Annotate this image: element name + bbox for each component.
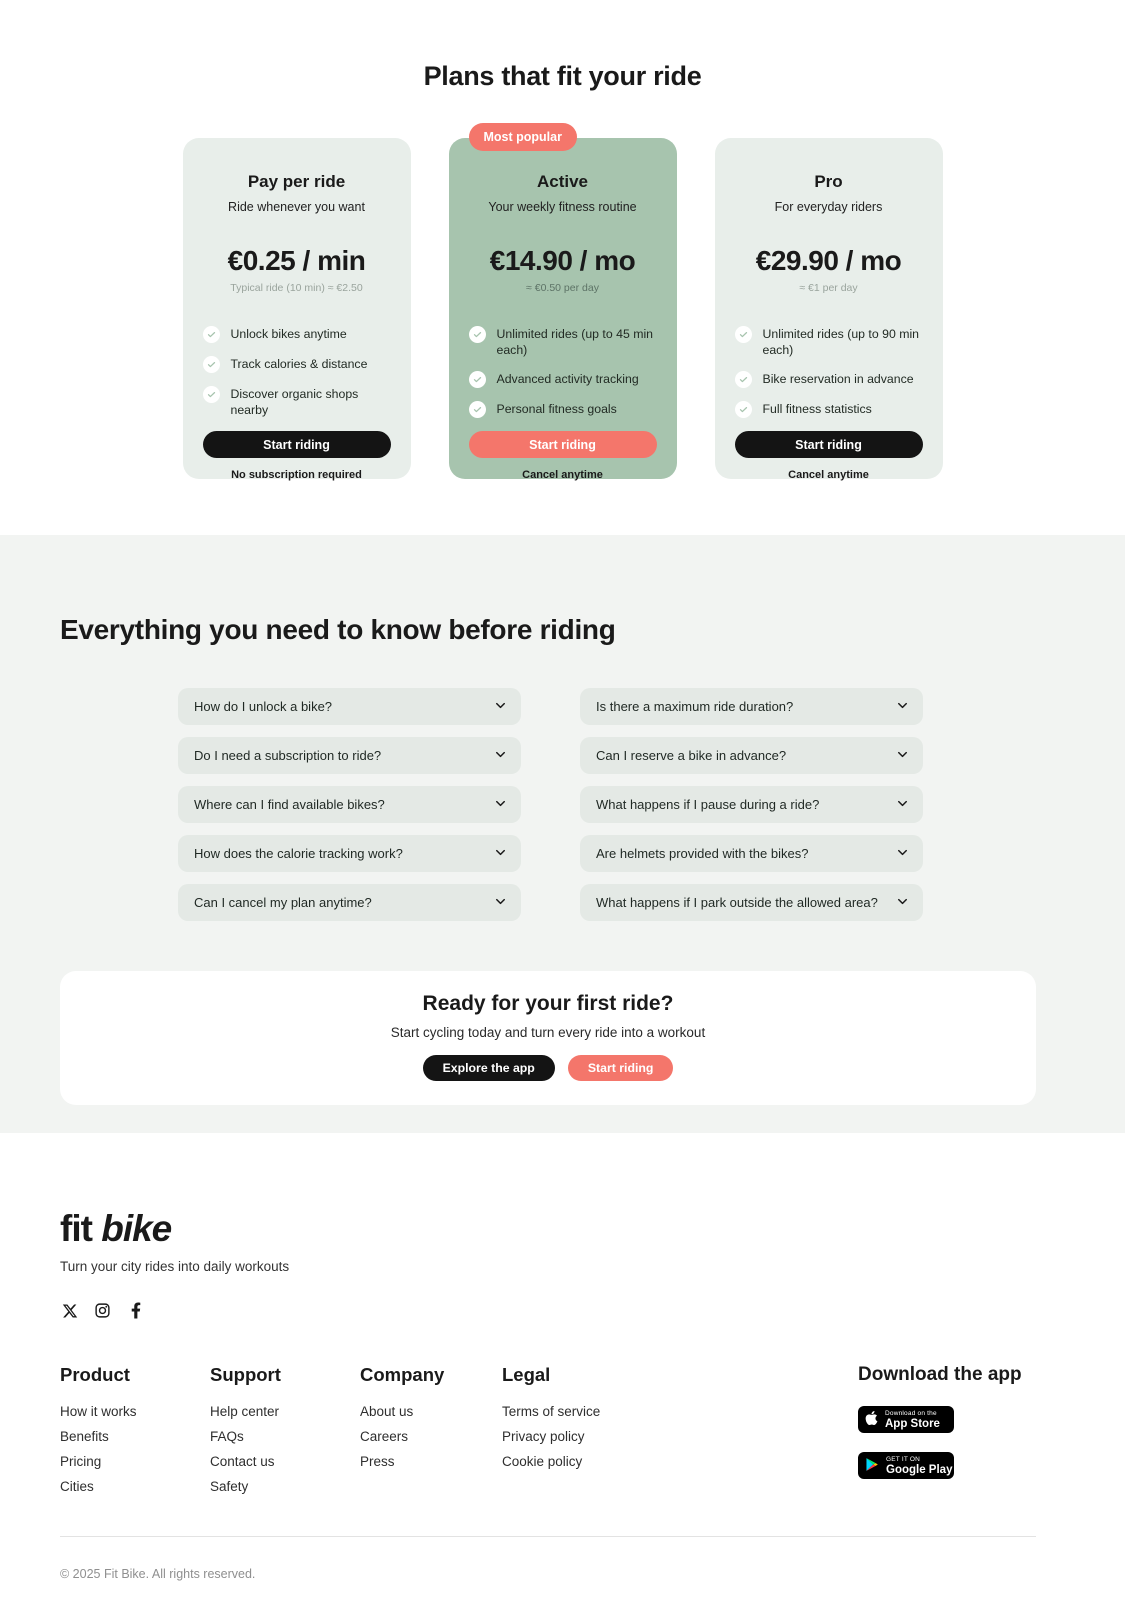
chevron-down-icon (895, 698, 910, 716)
chevron-down-icon (493, 894, 508, 912)
start-riding-button[interactable]: Start riding (735, 431, 923, 458)
check-icon (735, 326, 752, 343)
cta-card (60, 971, 1036, 1105)
feature-item (735, 371, 923, 388)
footer-divider (60, 1536, 1036, 1537)
brand-logo (60, 1207, 1125, 1250)
faq-grid (178, 688, 1125, 921)
check-icon (469, 326, 486, 343)
plans-title: Plans that fit your ride (423, 61, 702, 91)
feature-item (735, 401, 923, 418)
plan-price: €0.25 / min (227, 245, 366, 276)
explore-app-button[interactable]: Explore the app (423, 1055, 555, 1081)
logo-bike: bike (101, 1208, 172, 1249)
footer-col-title: Company (360, 1364, 445, 1385)
footer-link[interactable]: Cities (60, 1479, 94, 1494)
chevron-down-icon (493, 845, 508, 863)
feature-text: Bike reservation in advance (762, 372, 914, 386)
faq-item[interactable] (178, 786, 521, 823)
faq-item[interactable] (580, 884, 923, 921)
plan-card-active (449, 130, 677, 481)
download-title: Download the app (858, 1364, 1022, 1385)
faq-question: Is there a maximum ride duration? (596, 699, 794, 714)
feature-text: Unlimited rides (up to 45 min each) (496, 327, 654, 357)
faq-question: How do I unlock a bike? (194, 699, 333, 714)
check-icon (735, 371, 752, 388)
feature-item (469, 371, 657, 388)
feature-item (203, 326, 391, 343)
logo-fit: fit (60, 1208, 92, 1249)
social-links (60, 1301, 1125, 1320)
footer-col-company (360, 1364, 502, 1504)
plan-tagline: Ride whenever you want (228, 200, 365, 214)
faq-item[interactable] (178, 688, 521, 725)
plan-price-note: ≈ €1 per day (799, 282, 858, 294)
feature-text: Unlock bikes anytime (230, 327, 347, 341)
plan-price: €14.90 / mo (489, 245, 636, 276)
card-cta-area (203, 431, 391, 481)
footer-link[interactable]: Press (360, 1454, 395, 1469)
faq-title: Everything you need to know before riding (60, 614, 616, 645)
footer-col-support (210, 1364, 360, 1504)
faq-question: How does the calorie tracking work? (194, 846, 403, 861)
faq-section (0, 535, 1125, 1133)
faq-item[interactable] (580, 786, 923, 823)
feature-text: Unlimited rides (up to 90 min each) (762, 327, 920, 357)
site-footer (0, 1133, 1125, 1581)
chevron-down-icon (493, 796, 508, 814)
footer-link[interactable]: Benefits (60, 1429, 109, 1444)
footer-link[interactable]: How it works (60, 1404, 137, 1419)
faq-question: What happens if I pause during a ride? (596, 797, 820, 812)
footer-col-legal (502, 1364, 672, 1504)
feature-list (469, 326, 657, 431)
plan-name: Active (536, 172, 589, 191)
feature-text: Full fitness statistics (762, 402, 872, 416)
faq-question: Can I cancel my plan anytime? (194, 895, 372, 910)
chevron-down-icon (895, 796, 910, 814)
google-play-badge[interactable] (858, 1452, 954, 1479)
check-icon (469, 371, 486, 388)
footer-tagline: Turn your city rides into daily workouts (60, 1259, 290, 1274)
most-popular-badge: Most popular (469, 123, 577, 151)
card-cta-area (735, 431, 923, 481)
faq-item[interactable] (178, 884, 521, 921)
footer-col-product (60, 1364, 210, 1504)
faq-question: Are helmets provided with the bikes? (596, 846, 809, 861)
check-icon (203, 326, 220, 343)
footer-link[interactable]: Safety (210, 1479, 249, 1494)
apple-icon (865, 1410, 878, 1429)
google-play-icon (865, 1457, 879, 1475)
plans-section (0, 0, 1125, 535)
copyright-text: © 2025 Fit Bike. All rights reserved. (60, 1567, 256, 1581)
footer-col-title: Support (210, 1364, 281, 1385)
footer-nav (60, 1364, 1036, 1504)
plan-footnote: No subscription required (231, 469, 362, 481)
faq-question: What happens if I park outside the allowed area? (596, 895, 878, 910)
plan-name: Pro (814, 172, 843, 191)
faq-item[interactable] (178, 737, 521, 774)
plan-name: Pay per ride (247, 172, 346, 191)
plan-card-pro (715, 138, 943, 479)
footer-link[interactable]: Cookie policy (502, 1454, 583, 1469)
plan-price: €29.90 / mo (755, 245, 902, 276)
plan-price-note: ≈ €0.50 per day (526, 282, 599, 294)
plan-footnote: Cancel anytime (788, 469, 869, 481)
faq-question: Where can I find available bikes? (194, 797, 385, 812)
footer-link[interactable]: About us (360, 1404, 414, 1419)
feature-list (203, 326, 391, 431)
download-app-block (858, 1364, 1036, 1504)
cta-title: Ready for your first ride? (422, 992, 674, 1015)
faq-question: Do I need a subscription to ride? (194, 748, 382, 763)
plan-tagline: For everyday riders (774, 200, 883, 214)
feature-item (203, 356, 391, 373)
check-icon (203, 386, 220, 403)
chevron-down-icon (895, 845, 910, 863)
chevron-down-icon (895, 894, 910, 912)
footer-link[interactable]: FAQs (210, 1429, 244, 1444)
feature-text: Personal fitness goals (496, 402, 617, 416)
cta-buttons (60, 1055, 1036, 1081)
faq-item[interactable] (178, 835, 521, 872)
footer-link[interactable]: Pricing (60, 1454, 102, 1469)
plan-footnote: Cancel anytime (522, 469, 603, 481)
footer-link[interactable]: Privacy policy (502, 1429, 585, 1444)
feature-text: Track calories & distance (230, 357, 368, 371)
plan-price-note: Typical ride (10 min) ≈ €2.50 (230, 282, 363, 294)
faq-question: Can I reserve a bike in advance? (596, 748, 787, 763)
feature-item (469, 326, 657, 358)
pricing-cards (0, 130, 1125, 481)
faq-item[interactable] (580, 737, 923, 774)
feature-item (735, 326, 923, 358)
check-icon (469, 401, 486, 418)
facebook-icon[interactable] (126, 1301, 145, 1320)
footer-link[interactable]: Terms of service (502, 1404, 601, 1419)
start-riding-button[interactable]: Start riding (469, 431, 657, 458)
start-riding-button[interactable]: Start riding (203, 431, 391, 458)
x-icon[interactable] (60, 1301, 79, 1320)
check-icon (203, 356, 220, 373)
faq-item[interactable] (580, 688, 923, 725)
app-store-badge[interactable] (858, 1406, 954, 1433)
footer-col-title: Product (60, 1364, 130, 1385)
app-store-badge-text: Download on the App Store (885, 1409, 940, 1430)
feature-item (203, 386, 391, 418)
feature-list (735, 326, 923, 431)
plan-card-pay-per-ride (183, 138, 411, 479)
chevron-down-icon (493, 698, 508, 716)
feature-text: Discover organic shops nearby (230, 387, 359, 417)
feature-item (469, 401, 657, 418)
google-play-badge-text: GET IT ON Google Play (886, 1455, 953, 1476)
chevron-down-icon (895, 747, 910, 765)
footer-link[interactable]: Contact us (210, 1454, 275, 1469)
instagram-icon[interactable] (93, 1301, 112, 1320)
card-cta-area (469, 431, 657, 481)
cta-subtitle: Start cycling today and turn every ride into a workout (390, 1025, 706, 1040)
plan-tagline: Your weekly fitness routine (488, 200, 637, 214)
chevron-down-icon (493, 747, 508, 765)
feature-text: Advanced activity tracking (496, 372, 639, 386)
footer-link[interactable]: Careers (360, 1429, 409, 1444)
footer-link[interactable]: Help center (210, 1404, 280, 1419)
footer-col-title: Legal (502, 1364, 551, 1385)
faq-item[interactable] (580, 835, 923, 872)
start-riding-cta-button[interactable]: Start riding (568, 1055, 674, 1081)
check-icon (735, 401, 752, 418)
